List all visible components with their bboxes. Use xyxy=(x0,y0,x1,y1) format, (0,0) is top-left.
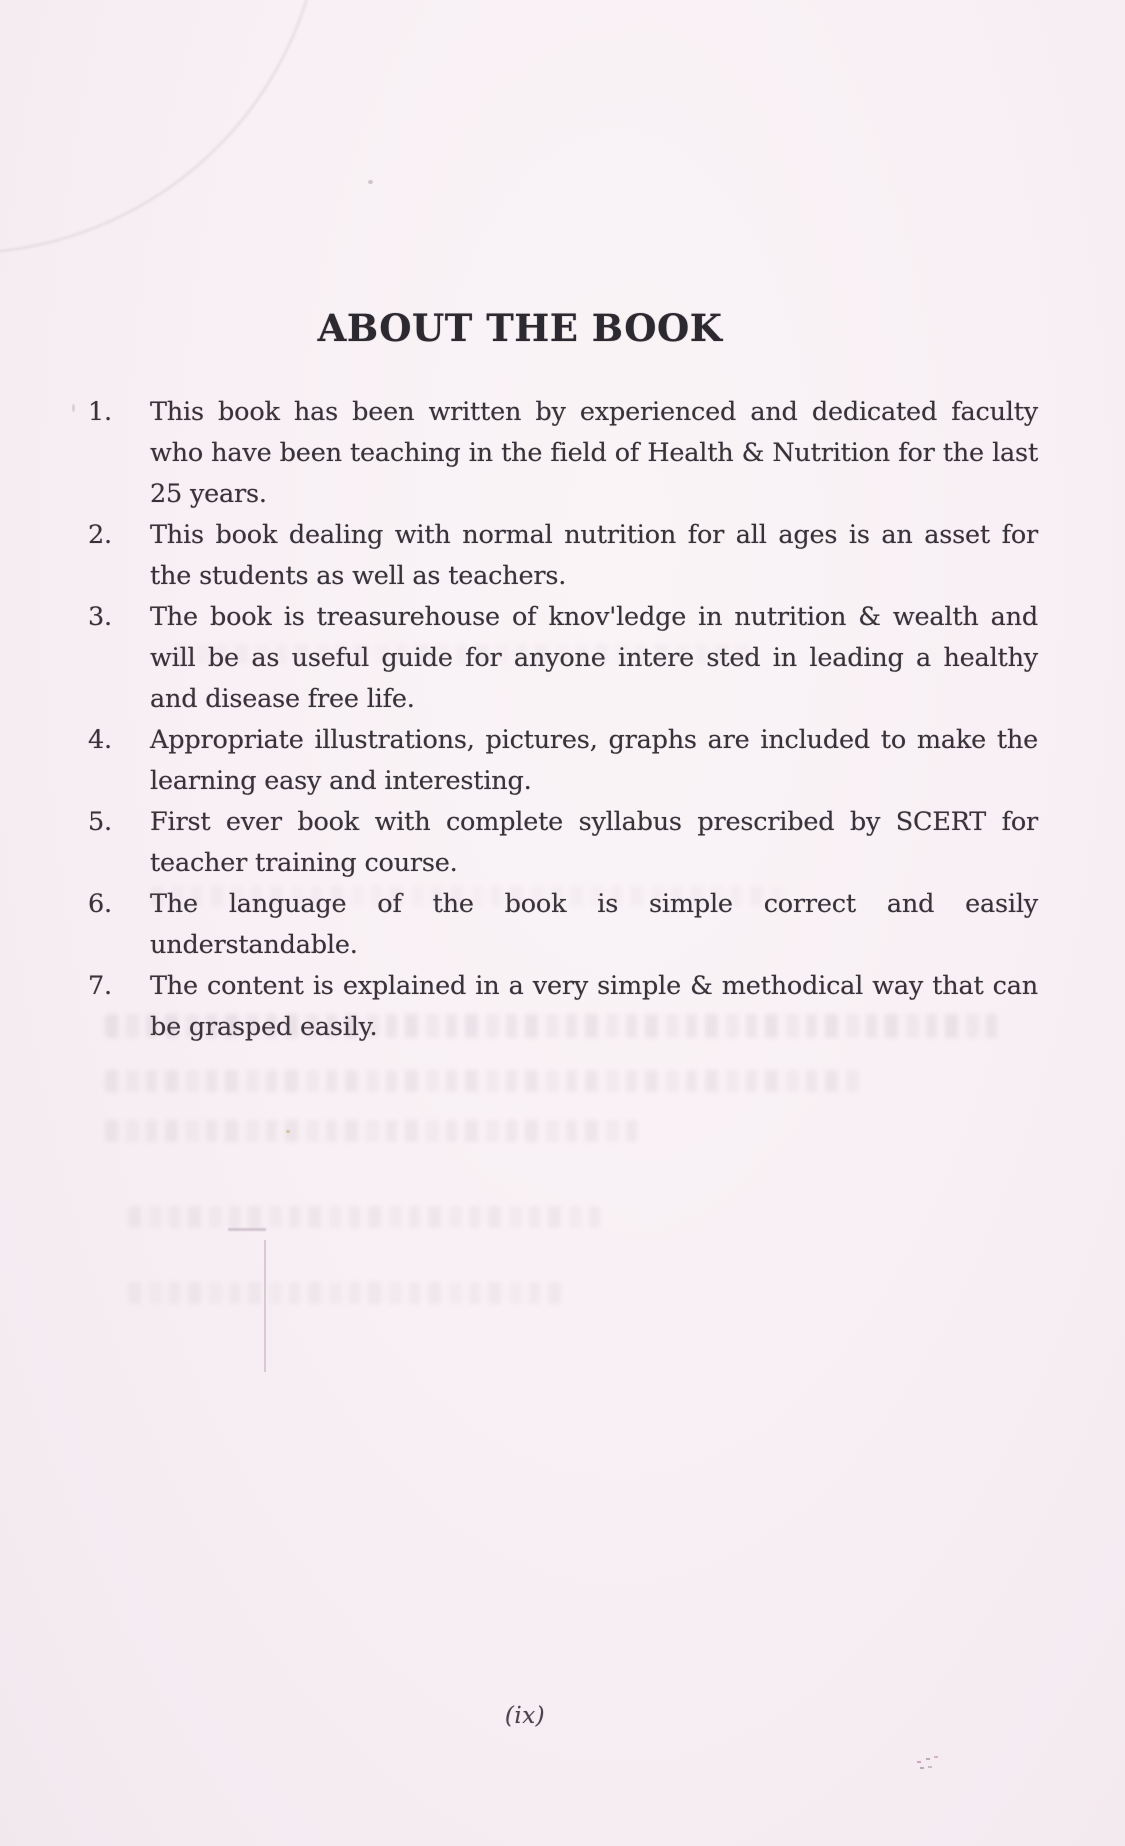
item-number: 2. xyxy=(88,520,112,550)
show-through-band xyxy=(128,1206,608,1228)
item-text: This book dealing with normal nutrition for all ages is an asset for the students as well as teachers. xyxy=(150,520,1038,591)
about-the-book-list xyxy=(88,392,1038,1048)
list-item xyxy=(88,802,1038,884)
item-text: First ever book with complete syllabus prescribed by SCERT for teacher training course. xyxy=(150,807,1038,878)
list-item xyxy=(88,720,1038,802)
item-text: This book has been written by experienced and dedicated faculty who have been teaching in the field of Health & Nutrition for the last 25 years. xyxy=(150,397,1038,509)
item-text: The content is explained in a very simple & methodical way that can be grasped easily. xyxy=(150,971,1038,1042)
item-text: The language of the book is simple correct and easily understandable. xyxy=(150,889,1038,960)
show-through-band xyxy=(105,1070,865,1092)
item-number: 3. xyxy=(88,602,112,632)
paper-crease xyxy=(0,0,324,254)
item-text: Appropriate illustrations, pictures, graphs are included to make the learning easy and interesting. xyxy=(150,725,1038,796)
paper-speck xyxy=(72,404,75,412)
item-number: 5. xyxy=(88,807,112,837)
show-through-band xyxy=(150,886,790,906)
item-number: 4. xyxy=(88,725,112,755)
show-through-band xyxy=(105,1120,645,1142)
item-text: The book is treasurehouse of knov'ledge in nutrition & wealth and will be as useful guide for anyone intere sted in leading a healthy and disease free life. xyxy=(150,602,1038,714)
list-item xyxy=(88,515,1038,597)
item-number: 6. xyxy=(88,889,112,919)
paper-mark xyxy=(228,1228,266,1231)
item-number: 1. xyxy=(88,397,112,427)
show-through-band xyxy=(175,644,755,664)
show-through-band xyxy=(128,1282,568,1304)
show-through-band xyxy=(105,1014,1000,1038)
list-item xyxy=(88,392,1038,515)
paper-speck xyxy=(368,180,373,184)
pencil-smudge xyxy=(915,1755,943,1773)
item-number: 7. xyxy=(88,971,112,1001)
page-title: ABOUT THE BOOK xyxy=(317,306,723,350)
paper-hairline xyxy=(264,1240,266,1372)
page-number: (ix) xyxy=(504,1703,546,1729)
